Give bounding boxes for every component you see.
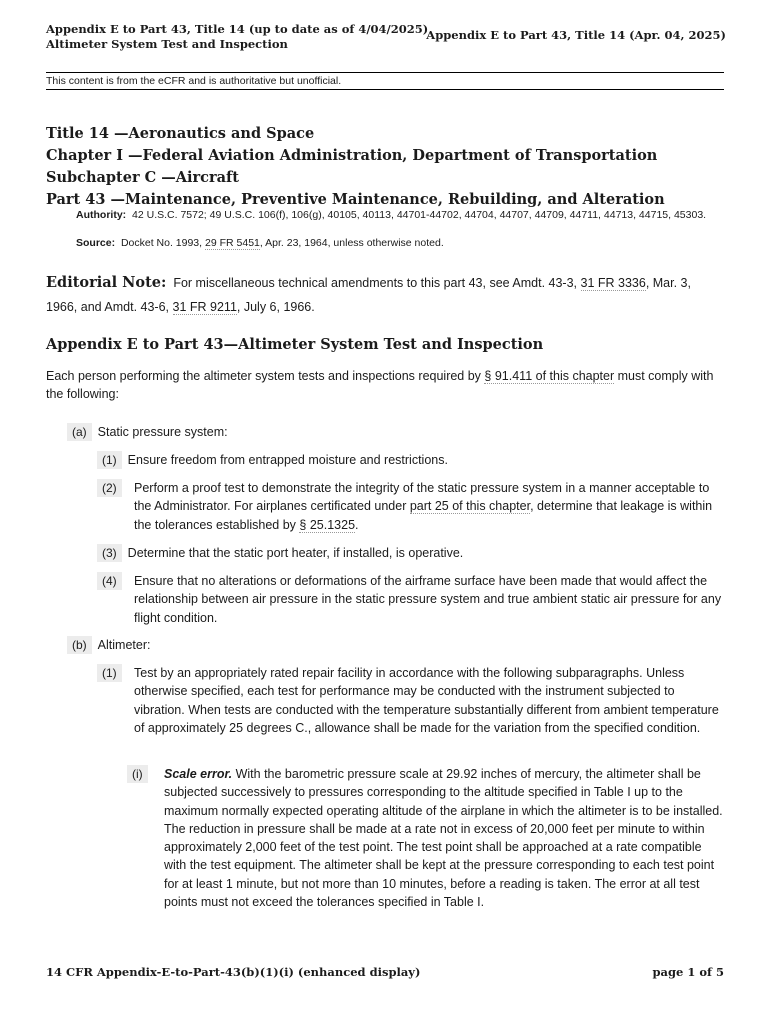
- notice-rule: [46, 89, 724, 90]
- part-25-link[interactable]: part 25 of this chapter: [409, 499, 531, 514]
- authority-text: 42 U.S.C. 7572; 49 U.S.C. 106(f), 106(g), 40105, 40113, 44701-44702, 44704, 44707, 44709, 44711, 44713, 44715, 45303.: [132, 209, 707, 221]
- editorial-fr-link-2[interactable]: 31 FR 9211: [172, 300, 237, 314]
- paragraph-label: (i): [127, 765, 148, 783]
- section-25-1325-link[interactable]: § 25.1325: [299, 517, 356, 532]
- paragraph-a1: [97, 451, 448, 469]
- footer-page-number: page 1 of 5: [652, 965, 724, 979]
- paragraph-text: Determine that the static port heater, if installed, is operative.: [127, 546, 464, 560]
- scale-error-heading: Scale error.: [164, 767, 233, 781]
- title-heading: Title 14 —Aeronautics and Space: [46, 125, 315, 142]
- paragraph-a3: [97, 544, 463, 562]
- subchapter-heading: Subchapter C —Aircraft: [46, 169, 239, 186]
- paragraph-label: (2): [97, 479, 122, 497]
- paragraph-text: Altimeter:: [97, 638, 151, 652]
- paragraph-b1-label-wrap: [97, 664, 128, 682]
- hierarchy-titles: [46, 123, 665, 211]
- source-text-after: , Apr. 23, 1964, unless otherwise noted.: [259, 237, 444, 249]
- editorial-note: [46, 271, 716, 319]
- footer-citation: 14 CFR Appendix-E-to-Part-43(b)(1)(i) (enhanced display): [46, 965, 421, 979]
- source-text: Docket No. 1993,: [120, 237, 203, 249]
- paragraph-label: (1): [97, 451, 122, 469]
- running-header-right: Appendix E to Part 43, Title 14 (Apr. 04, 2025): [426, 28, 726, 42]
- intro-text-2: must comply with the following:: [46, 369, 714, 402]
- chapter-heading: Chapter I —Federal Aviation Administration, Department of Transportation: [46, 147, 658, 164]
- paragraph-text-3: .: [355, 517, 359, 532]
- paragraph-text: Ensure freedom from entrapped moisture and restrictions.: [127, 453, 448, 467]
- paragraph-label: (3): [97, 544, 122, 562]
- paragraph-text: With the barometric pressure scale at 29.92 inches of mercury, the altimeter shall be subjected successively to pressures corresponding to the altitude specified in Table I up to the maximum normally expected operating altitude of the airplane in which the altimeter is to be installed. The reduction in pressure shall be made at a rate not in excess of 20,000 feet per minute to within approximately 2,000 feet of the test point. The test point shall be approached at a rate compatible with the test equipment. The altimeter shall be kept at the pressure corresponding to each test point for at least 1 minute, but not more than 10 minutes, before a reading is taken. The error at all test points must not exceed the tolerances specified in Table I.: [164, 767, 723, 910]
- header-title-line: Appendix E to Part 43, Title 14 (up to date as of 4/04/2025): [46, 22, 429, 36]
- editorial-text-2: , Mar. 3, 1966, and Amdt. 43-6,: [46, 276, 691, 314]
- top-rule: [46, 72, 724, 73]
- source-label: Source:: [76, 237, 116, 249]
- paragraph-label: (a): [67, 423, 92, 441]
- intro-text: Each person performing the altimeter system tests and inspections required by: [46, 369, 481, 383]
- part-heading: Part 43 —Maintenance, Preventive Maintenance, Rebuilding, and Alteration: [46, 191, 665, 208]
- paragraph-label: (1): [97, 664, 122, 682]
- paragraph-label: (4): [97, 572, 122, 590]
- source-fr-link[interactable]: 29 FR 5451: [205, 237, 260, 249]
- editorial-text-3: , July 6, 1966.: [236, 300, 315, 314]
- appendix-title: Appendix E to Part 43—Altimeter System Test and Inspection: [46, 336, 544, 353]
- paragraph-text: Static pressure system:: [97, 425, 228, 439]
- paragraph-a4: Ensure that no alterations or deformations of the airframe surface have been made that would affect the relationship between air pressure in the static pressure system and true ambient static air pressure for any flight condition.: [134, 574, 722, 625]
- section-91-411-link[interactable]: § 91.411 of this chapter: [484, 369, 615, 383]
- authority-notice: This content is from the eCFR and is authoritative but unofficial.: [46, 75, 342, 87]
- intro-paragraph: [46, 367, 716, 404]
- paragraph-a: [67, 423, 228, 441]
- authority-label: Authority:: [76, 209, 127, 221]
- editorial-note-label: Editorial Note:: [46, 274, 167, 291]
- paragraph-b1i: [164, 765, 724, 911]
- header-subtitle-line: Altimeter System Test and Inspection: [46, 37, 288, 51]
- paragraph-b1: Test by an appropriately rated repair facility in accordance with the following subparagraphs. Unless otherwise specified, each test for performance may be conducted with the instrument subjected to vibration. When tests are conducted with the temperature substantially different from ambient temperature of approximately 25 degrees C., allowance shall be made for the variation from the specified condition.: [134, 666, 719, 735]
- running-header-left: [46, 22, 428, 52]
- paragraph-label: (b): [67, 636, 92, 654]
- paragraph-a2-label-wrap: [97, 479, 128, 497]
- paragraph-a4-label-wrap: [97, 572, 128, 590]
- paragraph-a2: [134, 479, 724, 534]
- editorial-fr-link-1[interactable]: 31 FR 3336: [580, 276, 646, 290]
- authority-block: [76, 209, 716, 222]
- paragraph-text-2: , determine that leakage is within the tolerances established by: [134, 499, 713, 532]
- paragraph-b: [67, 636, 150, 654]
- paragraph-b1i-label-wrap: [127, 765, 154, 783]
- source-block: [76, 237, 444, 249]
- editorial-text: For miscellaneous technical amendments to this part 43, see Amdt. 43-3,: [173, 276, 578, 290]
- paragraph-text: Perform a proof test to demonstrate the integrity of the static pressure system in a manner acceptable to the Administrator. For airplanes certificated under: [134, 481, 710, 514]
